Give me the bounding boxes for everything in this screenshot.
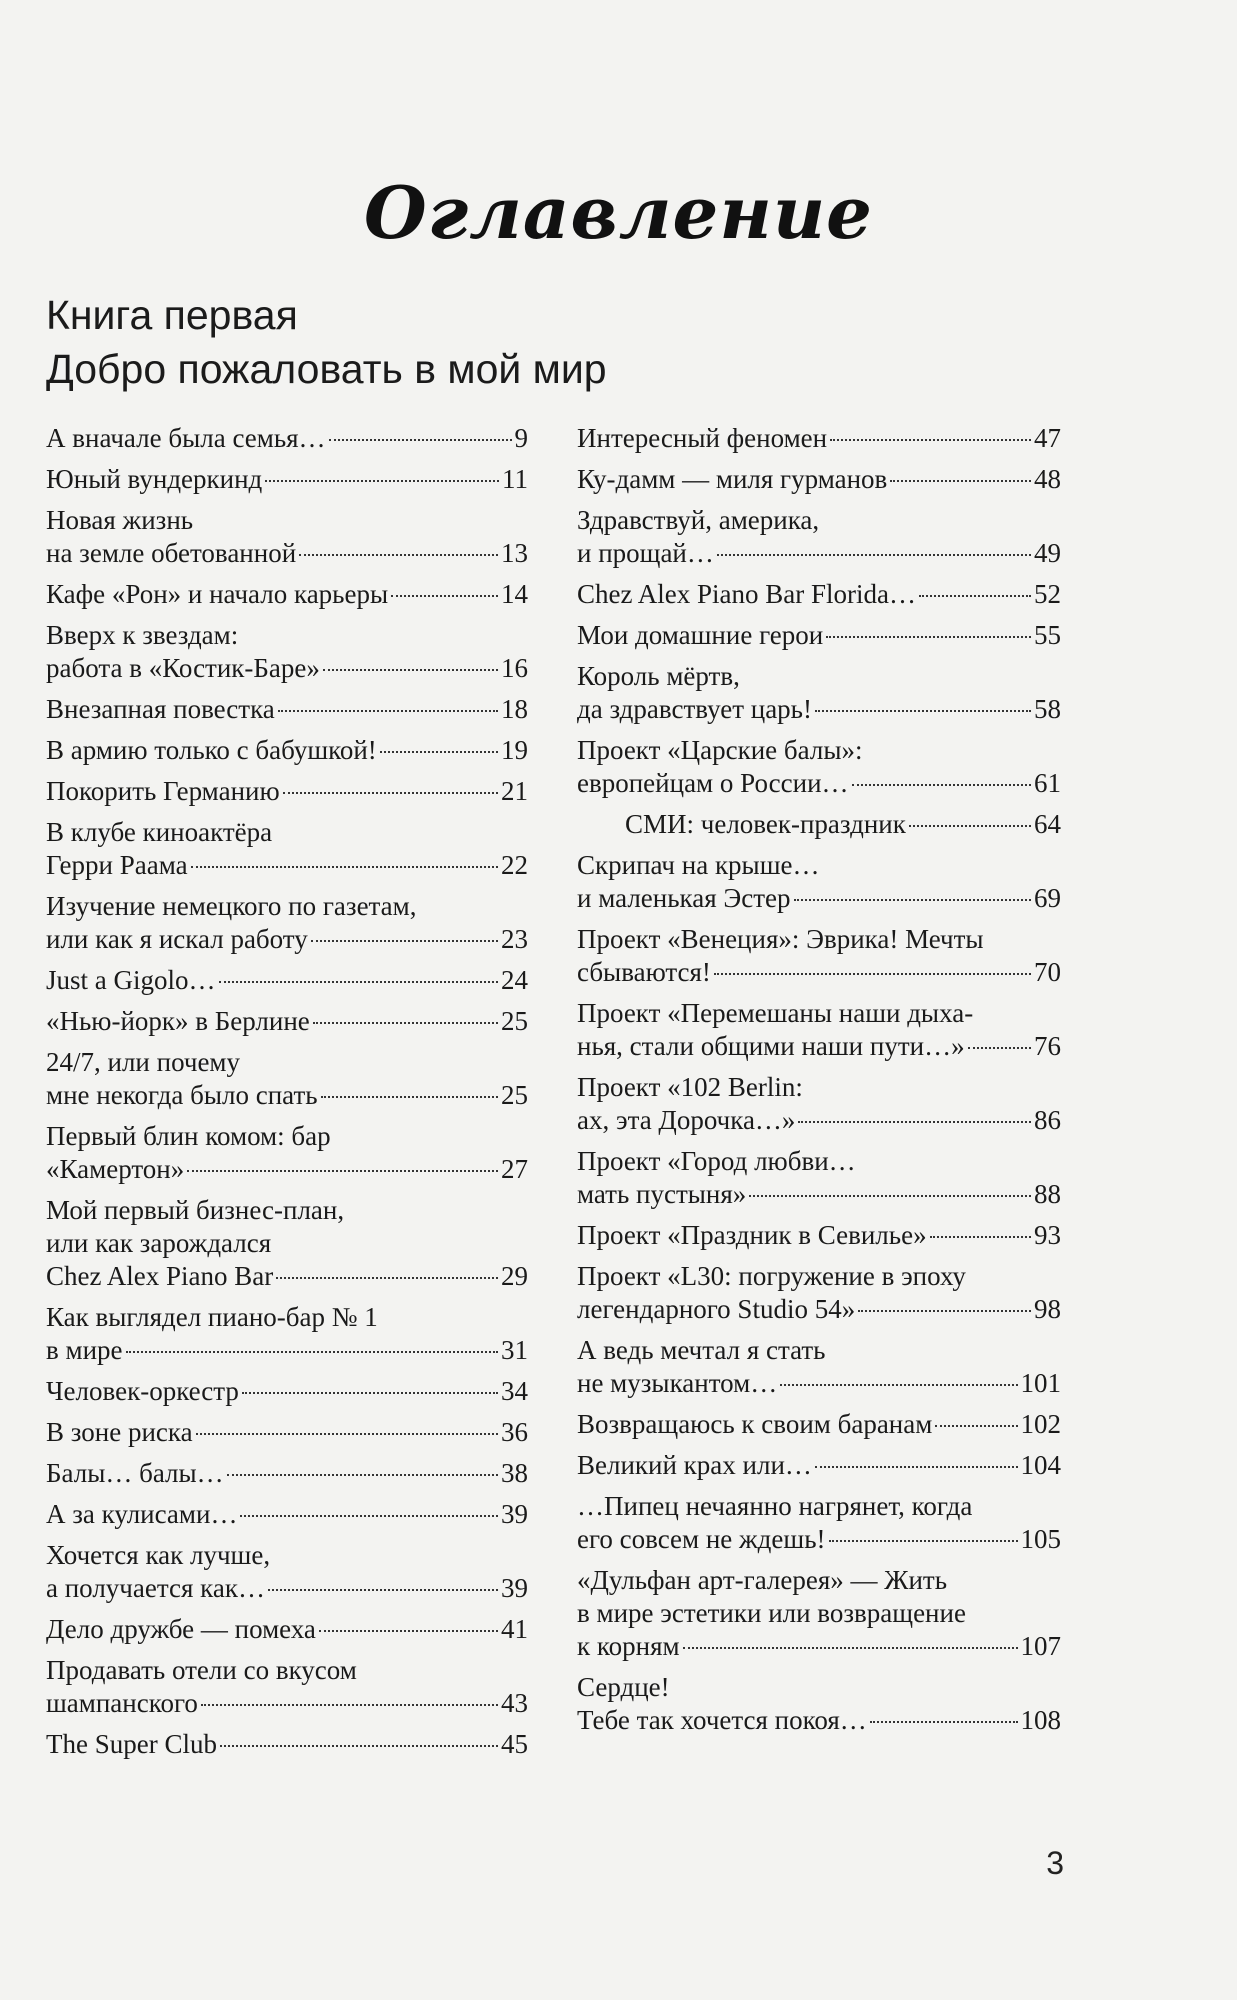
toc-entry-title-line: А ведь мечтал я стать xyxy=(577,1335,826,1365)
toc-entry-page: 19 xyxy=(501,735,528,765)
toc-entry-page: 25 xyxy=(501,1080,528,1110)
toc-entry-title-line: легендарного Studio 54» xyxy=(577,1294,856,1324)
toc-entry-title-line: Проект «Перемешаны наши дыха- xyxy=(577,998,974,1028)
toc-entry-page: 24 xyxy=(501,965,528,995)
toc-entry xyxy=(46,1539,528,1605)
toc-entry-title-line: Покорить Германию xyxy=(46,776,280,806)
toc-entry xyxy=(577,808,1061,841)
toc-entry-title-line: Интересный феномен xyxy=(577,423,828,453)
toc-entry xyxy=(577,504,1061,570)
toc-entry-title-line: Человек-оркестр xyxy=(46,1376,239,1406)
toc-entry xyxy=(577,422,1061,455)
dot-leader xyxy=(829,1540,1018,1542)
dot-leader xyxy=(321,1096,498,1098)
dot-leader xyxy=(240,1515,498,1517)
dot-leader xyxy=(329,439,512,441)
dot-leader xyxy=(196,1433,498,1435)
toc-entry-page: 25 xyxy=(501,1006,528,1036)
toc-entry-page: 16 xyxy=(501,653,528,683)
dot-leader xyxy=(283,792,498,794)
toc-entry-title-line: Мой первый бизнес-план, xyxy=(46,1195,345,1225)
toc-entry xyxy=(46,1194,528,1293)
dot-leader xyxy=(858,1310,1031,1312)
toc-entry-title-line: мне некогда было спать xyxy=(46,1080,318,1110)
toc-entry-title-line: СМИ: человек-праздник xyxy=(625,809,906,839)
toc-entry xyxy=(577,1564,1061,1663)
toc-entry xyxy=(577,1490,1061,1556)
toc-entry-title-line: Проект «L30: погружение в эпоху xyxy=(577,1261,966,1291)
toc-entry-title-line: …Пипец нечаянно нагрянет, когда xyxy=(577,1491,973,1521)
toc-entry xyxy=(577,1334,1061,1400)
toc-entry xyxy=(577,734,1061,800)
toc-entry xyxy=(46,1120,528,1186)
toc-entry-page: 69 xyxy=(1034,883,1061,913)
dot-leader xyxy=(227,1474,498,1476)
dot-leader xyxy=(815,710,1031,712)
toc-entry xyxy=(577,1671,1061,1737)
toc-entry-page: 47 xyxy=(1034,423,1061,453)
dot-leader xyxy=(935,1425,1017,1427)
toc-entry-page: 23 xyxy=(501,924,528,954)
toc-entry-title-line: в мире эстетики или возвращение xyxy=(577,1598,966,1628)
toc-entry-page: 64 xyxy=(1034,809,1061,839)
toc-entry-page: 34 xyxy=(501,1376,528,1406)
toc-entry xyxy=(46,422,528,455)
dot-leader xyxy=(319,1630,498,1632)
toc-entry-title-line: Балы… балы… xyxy=(46,1458,224,1488)
dot-leader xyxy=(265,480,499,482)
toc-entry-page: 58 xyxy=(1034,694,1061,724)
toc-entry-title-line: Изучение немецкого по газетам, xyxy=(46,891,417,921)
dot-leader xyxy=(852,784,1031,786)
toc-entry-title-line: Chez Alex Piano Bar Florida… xyxy=(577,579,916,609)
toc-entry-title-line: ах, эта Дорочка…» xyxy=(577,1105,796,1135)
toc-entry-title-line: The Super Club xyxy=(46,1729,217,1759)
toc-entry-title-line: Сердце! xyxy=(577,1672,670,1702)
toc-entry xyxy=(46,463,528,496)
dot-leader xyxy=(717,554,1031,556)
dot-leader xyxy=(276,1277,498,1279)
toc-entry xyxy=(577,849,1061,915)
toc-entry-title-line: В клубе киноактёра xyxy=(46,817,273,847)
book-heading: Книга первая xyxy=(46,292,298,338)
toc-entry-page: 18 xyxy=(501,694,528,724)
dot-leader xyxy=(220,1745,498,1747)
toc-entry-page: 49 xyxy=(1034,538,1061,568)
toc-entry xyxy=(46,1046,528,1112)
toc-entry-page: 86 xyxy=(1034,1105,1061,1135)
toc-entry-page: 9 xyxy=(514,423,528,453)
toc-entry xyxy=(46,693,528,726)
toc-entry xyxy=(577,1219,1061,1252)
toc-entry xyxy=(577,1071,1061,1137)
toc-entry xyxy=(46,775,528,808)
page-title: Оглавление xyxy=(363,170,873,255)
dot-leader xyxy=(830,439,1031,441)
toc-entry xyxy=(577,619,1061,652)
toc-entry-title-line: Проект «102 Berlin: xyxy=(577,1072,803,1102)
toc-entry-title-line: «Дульфан арт-галерея» — Жить xyxy=(577,1565,948,1595)
toc-entry-page: 22 xyxy=(501,850,528,880)
toc-entry-page: 93 xyxy=(1034,1220,1061,1250)
dot-leader xyxy=(919,595,1031,597)
toc-entry xyxy=(577,1408,1061,1441)
dot-leader xyxy=(714,973,1031,975)
dot-leader xyxy=(268,1589,498,1591)
toc-entry-title-line: Первый блин комом: бар xyxy=(46,1121,331,1151)
dot-leader xyxy=(201,1704,498,1706)
toc-entry xyxy=(46,1375,528,1408)
toc-entry-page: 45 xyxy=(501,1729,528,1759)
toc-entry xyxy=(46,1301,528,1367)
toc-entry-title-line: Проект «Венеция»: Эврика! Мечты xyxy=(577,924,984,954)
toc-entry-title-line: и маленькая Эстер xyxy=(577,883,791,913)
toc-entry-page: 27 xyxy=(501,1154,528,1184)
dot-leader xyxy=(798,1121,1031,1123)
toc-entry-title-line: Король мёртв, xyxy=(577,661,740,691)
toc-entry-title-line: Тебе так хочется покоя… xyxy=(577,1705,867,1735)
toc-entry-title-line: Just a Gigolo… xyxy=(46,965,216,995)
dot-leader xyxy=(909,825,1031,827)
toc-entry-title-line: В зоне риска xyxy=(46,1417,193,1447)
toc-entry-page: 104 xyxy=(1020,1450,1061,1480)
toc-entry-title-line: Вверх к звездам: xyxy=(46,620,239,650)
toc-entry-page: 61 xyxy=(1034,768,1061,798)
dot-leader xyxy=(780,1384,1017,1386)
toc-entry-title-line: Юный вундеркинд xyxy=(46,464,263,494)
dot-leader xyxy=(126,1351,498,1353)
toc-entry-page: 70 xyxy=(1034,957,1061,987)
dot-leader xyxy=(191,866,498,868)
toc-entry-page: 11 xyxy=(502,464,528,494)
toc-entry-page: 41 xyxy=(501,1614,528,1644)
dot-leader xyxy=(815,1466,1018,1468)
toc-entry-title-line: Проект «Царские балы»: xyxy=(577,735,863,765)
toc-entry-title-line: да здравствует царь! xyxy=(577,694,812,724)
toc-entry-title-line: А за кулисами… xyxy=(46,1499,238,1529)
dot-leader xyxy=(278,710,498,712)
toc-entry-title-line: Внезапная повестка xyxy=(46,694,275,724)
toc-entry xyxy=(46,504,528,570)
toc-entry-title-line: шампанского xyxy=(46,1688,198,1718)
toc-entry-title-line: Мои домашние герои xyxy=(577,620,824,650)
dot-leader xyxy=(930,1236,1031,1238)
toc-entry-title-line: и прощай… xyxy=(577,538,714,568)
toc-entry-title-line: Здравствуй, америка, xyxy=(577,505,820,535)
toc-entry xyxy=(46,1728,528,1761)
toc-entry-title-line: Кафе «Рон» и начало карьеры xyxy=(46,579,389,609)
toc-entry xyxy=(577,1260,1061,1326)
toc-entry-page: 31 xyxy=(501,1335,528,1365)
toc-entry-title-line: сбываются! xyxy=(577,957,711,987)
toc-entry-page: 107 xyxy=(1020,1631,1061,1661)
toc-entry-page: 39 xyxy=(501,1573,528,1603)
toc-entry xyxy=(577,1145,1061,1211)
toc-entry xyxy=(46,1654,528,1720)
toc-entry-title-line: мать пустыня» xyxy=(577,1179,747,1209)
dot-leader xyxy=(826,636,1031,638)
toc-entry-page: 21 xyxy=(501,776,528,806)
toc-entry-title-line: 24/7, или почему xyxy=(46,1047,241,1077)
dot-leader xyxy=(870,1721,1018,1723)
dot-leader xyxy=(391,595,498,597)
toc-entry xyxy=(46,964,528,997)
toc-entry-title-line: Великий крах или… xyxy=(577,1450,812,1480)
toc-entry-page: 108 xyxy=(1020,1705,1061,1735)
dot-leader xyxy=(683,1647,1018,1649)
toc-entry-title-line: Chez Alex Piano Bar xyxy=(46,1261,274,1291)
toc-entry xyxy=(46,578,528,611)
toc-entry xyxy=(46,1416,528,1449)
toc-entry-page: 55 xyxy=(1034,620,1061,650)
toc-entry-title-line: Как выглядел пиано-бар № 1 xyxy=(46,1302,378,1332)
toc-entry-title-line: его совсем не ждешь! xyxy=(577,1524,826,1554)
toc-entry xyxy=(46,816,528,882)
toc-entry xyxy=(577,660,1061,726)
toc-entry-title-line: Возвращаюсь к своим баранам xyxy=(577,1409,933,1439)
toc-entry-page: 48 xyxy=(1034,464,1061,494)
toc-entry-page: 43 xyxy=(501,1688,528,1718)
dot-leader xyxy=(187,1170,498,1172)
dot-leader xyxy=(242,1392,498,1394)
toc-entry xyxy=(46,734,528,767)
dot-leader xyxy=(380,751,498,753)
toc-entry xyxy=(46,1498,528,1531)
toc-entry-title-line: к корням xyxy=(577,1631,680,1661)
toc-entry-title-line: Проект «Город любви… xyxy=(577,1146,856,1176)
toc-entry-title-line: на земле обетованной xyxy=(46,538,297,568)
toc-entry-title-line: «Камертон» xyxy=(46,1154,185,1184)
dot-leader xyxy=(890,480,1031,482)
toc-entry xyxy=(577,578,1061,611)
toc-entry-page: 38 xyxy=(501,1458,528,1488)
toc-entry-title-line: нья, стали общими наши пути…» xyxy=(577,1031,965,1061)
dot-leader xyxy=(323,669,498,671)
toc-entry-title-line: в мире xyxy=(46,1335,123,1365)
toc-entry-title-line: Хочется как лучше, xyxy=(46,1540,271,1570)
toc-entry xyxy=(46,1457,528,1490)
dot-leader xyxy=(311,940,498,942)
toc-entry-title-line: или как я искал работу xyxy=(46,924,308,954)
toc-entry xyxy=(577,463,1061,496)
toc-entry xyxy=(46,1613,528,1646)
toc-entry-page: 52 xyxy=(1034,579,1061,609)
toc-entry-page: 98 xyxy=(1034,1294,1061,1324)
toc-entry xyxy=(577,997,1061,1063)
toc-entry-title-line: А вначале была семья… xyxy=(46,423,326,453)
toc-entry-title-line: В армию только с бабушкой! xyxy=(46,735,377,765)
toc-entry-title-line: Скрипач на крыше… xyxy=(577,850,820,880)
toc-entry-page: 13 xyxy=(501,538,528,568)
toc-entry-page: 39 xyxy=(501,1499,528,1529)
toc-entry xyxy=(46,1005,528,1038)
toc-entry xyxy=(577,923,1061,989)
toc-left-column xyxy=(46,422,528,1769)
toc-entry-title-line: работа в «Костик-Баре» xyxy=(46,653,320,683)
book-subtitle: Добро пожаловать в мой мир xyxy=(46,346,607,392)
toc-entry-title-line: Проект «Праздник в Севилье» xyxy=(577,1220,927,1250)
toc-right-column xyxy=(577,422,1061,1745)
dot-leader xyxy=(299,554,498,556)
toc-entry-title-line: Дело дружбе — помеха xyxy=(46,1614,316,1644)
toc-entry xyxy=(46,619,528,685)
toc-entry-title-line: европейцам о России… xyxy=(577,768,849,798)
toc-entry-title-line: не музыкантом… xyxy=(577,1368,778,1398)
toc-entry-page: 36 xyxy=(501,1417,528,1447)
dot-leader xyxy=(219,981,498,983)
toc-entry-title-line: или как зарождался xyxy=(46,1228,272,1258)
toc-entry xyxy=(577,1449,1061,1482)
toc-entry-title-line: а получается как… xyxy=(46,1573,265,1603)
toc-entry-page: 29 xyxy=(501,1261,528,1291)
toc-entry-title-line: Новая жизнь xyxy=(46,505,194,535)
dot-leader xyxy=(749,1195,1031,1197)
toc-entry-page: 105 xyxy=(1020,1524,1061,1554)
toc-entry-page: 102 xyxy=(1020,1409,1061,1439)
toc-entry-title-line: «Нью-йорк» в Берлине xyxy=(46,1006,310,1036)
page-number: 3 xyxy=(1046,1845,1064,1881)
toc-entry-page: 76 xyxy=(1034,1031,1061,1061)
toc-entry-page: 101 xyxy=(1020,1368,1061,1398)
toc-entry-title-line: Ку-дамм — миля гурманов xyxy=(577,464,888,494)
dot-leader xyxy=(968,1047,1031,1049)
dot-leader xyxy=(794,899,1032,901)
toc-entry-page: 88 xyxy=(1034,1179,1061,1209)
dot-leader xyxy=(313,1022,498,1024)
toc-entry-page: 14 xyxy=(501,579,528,609)
toc-entry-title-line: Продавать отели со вкусом xyxy=(46,1655,357,1685)
toc-entry xyxy=(46,890,528,956)
toc-entry-title-line: Герри Раама xyxy=(46,850,188,880)
